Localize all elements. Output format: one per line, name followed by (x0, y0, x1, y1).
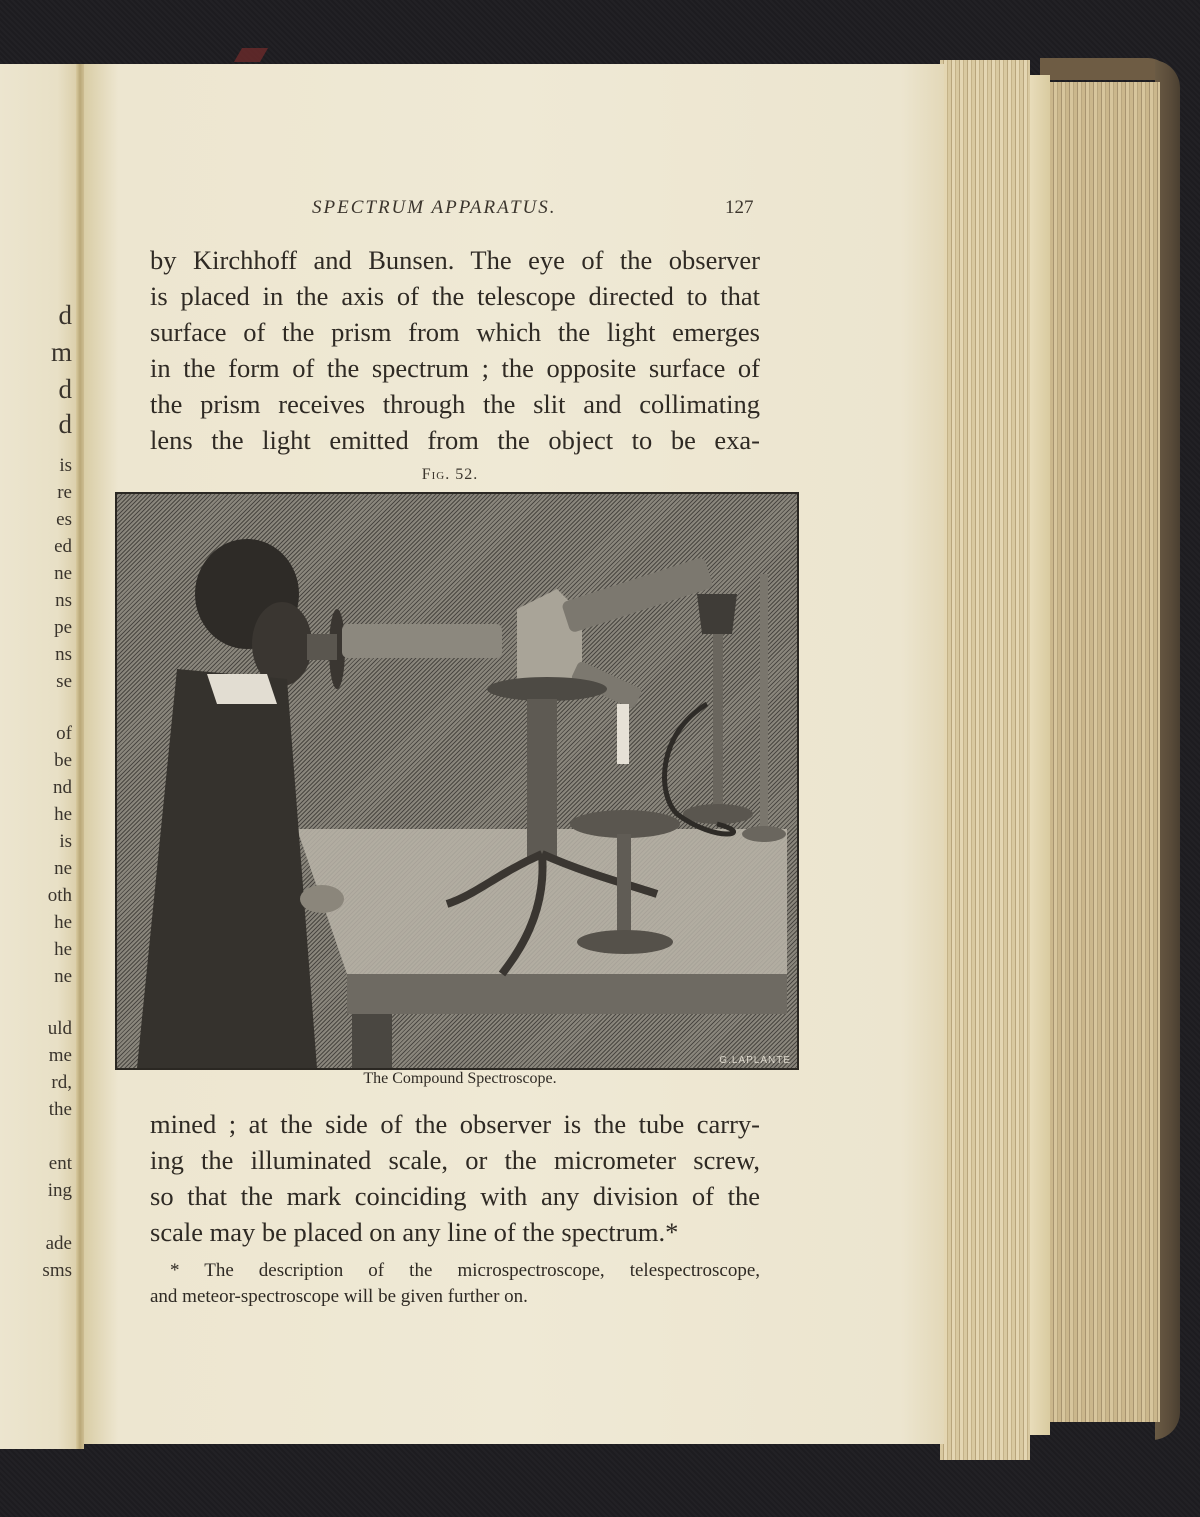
left-page-fragment: of (56, 723, 72, 744)
left-page-fragment: ent (48, 1153, 72, 1174)
left-page-fragment: ade (45, 1233, 72, 1254)
text-line: so that the mark coinciding with any division of the (150, 1181, 760, 1211)
left-page-fragment: d (58, 300, 72, 330)
text-line: by Kirchhoff and Bunsen. The eye of the observer (150, 245, 760, 275)
left-page-fragment: he (54, 939, 72, 960)
left-page-fragment: sms (42, 1260, 72, 1281)
text-line: lens the light emitted from the object to be exa- (150, 425, 760, 455)
left-page-fragment: uld (47, 1018, 72, 1039)
left-page-fragment: ne (54, 966, 72, 987)
left-page-fragment: he (54, 912, 72, 933)
left-page-fragment: ne (54, 563, 72, 584)
left-page-fragment: oth (47, 885, 72, 906)
left-page-fragment: nd (53, 777, 72, 798)
left-page-fragment: d (58, 374, 72, 404)
paragraph-bottom (150, 1106, 760, 1250)
left-page-fragment: ed (54, 536, 72, 557)
left-page (0, 64, 82, 1449)
paragraph-top (150, 242, 760, 458)
text-line: in the form of the spectrum ; the opposite surface of (150, 353, 760, 383)
text-line: ing the illuminated scale, or the micrometer screw, (150, 1145, 760, 1175)
left-page-fragment: ne (54, 858, 72, 879)
text-line: the prism receives through the slit and collimating (150, 389, 760, 419)
figure-caption: The Compound Spectroscope. (363, 1070, 557, 1087)
text-line: scale may be placed on any line of the spectrum.* (150, 1217, 679, 1247)
footnote-line: and meteor-spectroscope will be given further on. (150, 1286, 528, 1307)
left-page-fragment: ns (55, 590, 72, 611)
left-page-fragment: m (50, 337, 72, 367)
spectroscope-illustration (117, 494, 797, 1068)
page-edges-back (1050, 82, 1160, 1422)
engraver-signature: G.LAPLANTE (719, 1055, 791, 1066)
left-page-fragment: ing (47, 1180, 72, 1201)
left-page-fragment: d (58, 409, 72, 439)
book-gutter (76, 64, 84, 1449)
footnote-line: * The description of the microspectroscope, telespectroscope, (170, 1260, 760, 1281)
left-page-fragment: is (59, 831, 72, 852)
left-page-fragment: pe (54, 617, 72, 638)
left-page-fragment: se (56, 671, 72, 692)
running-head: SPECTRUM APPARATUS. (312, 197, 557, 218)
footnote (150, 1258, 760, 1310)
left-page-fragment: ns (55, 644, 72, 665)
figure-engraving (115, 492, 799, 1070)
text-line: is placed in the axis of the telescope directed to that (150, 281, 760, 311)
left-page-fragment: es (56, 509, 72, 530)
left-page-fragment: re (57, 482, 72, 503)
figure-label: Fig. 52. (421, 466, 479, 483)
left-page-fragment: be (54, 750, 72, 771)
left-page-fragment: the (48, 1099, 72, 1120)
left-page-fragment: me (48, 1045, 72, 1066)
text-line: mined ; at the side of the observer is the tube carry- (150, 1109, 760, 1139)
page-number: 127 (725, 197, 754, 218)
page-edges-mid (1030, 75, 1050, 1435)
page-edges-front (940, 60, 1030, 1460)
left-page-fragment: rd, (51, 1072, 72, 1093)
left-page-fragment: he (54, 804, 72, 825)
text-line: surface of the prism from which the light emerges (150, 317, 760, 347)
left-page-fragment: is (59, 455, 72, 476)
